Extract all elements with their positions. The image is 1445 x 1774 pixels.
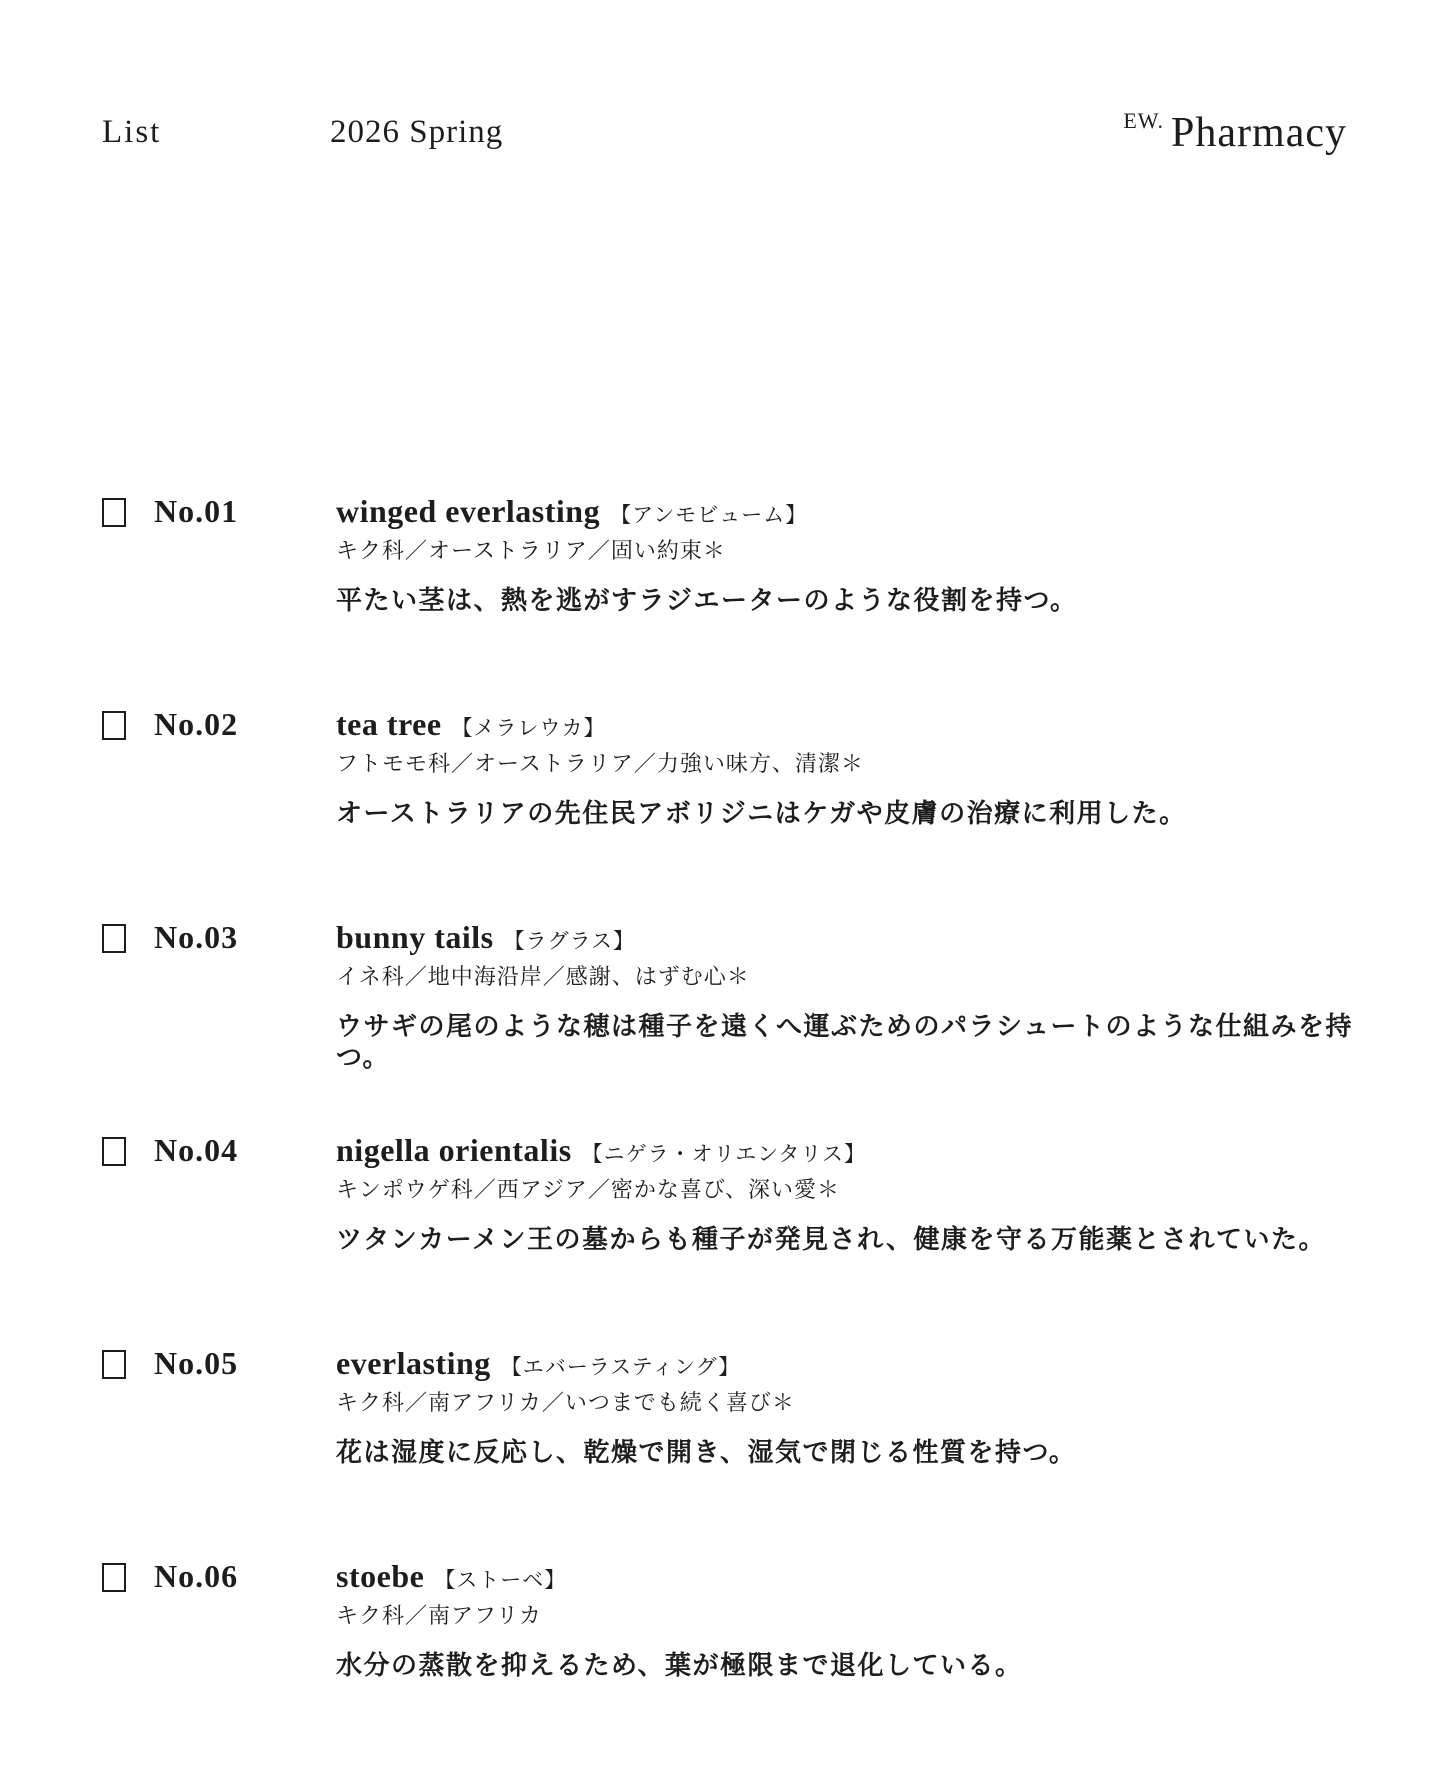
item-number: No.03 bbox=[154, 919, 239, 955]
list-item bbox=[102, 707, 1375, 829]
season-label: 2026 Spring bbox=[330, 114, 504, 150]
item-title bbox=[336, 1559, 1375, 1594]
checkbox[interactable] bbox=[102, 924, 126, 953]
brand-prefix: EW. bbox=[1123, 108, 1165, 133]
item-title bbox=[336, 494, 1375, 529]
item-kana: 【ストーベ】 bbox=[434, 1568, 567, 1592]
item-name: stoebe bbox=[336, 1558, 425, 1594]
item-kana: 【メラレウカ】 bbox=[451, 716, 606, 740]
item-title bbox=[336, 1346, 1375, 1381]
list-item bbox=[102, 494, 1375, 616]
item-number: No.04 bbox=[154, 1132, 239, 1168]
item-meta: キク科／南アフリカ bbox=[336, 1603, 542, 1629]
item-name: winged everlasting bbox=[336, 493, 601, 529]
item-number: No.06 bbox=[154, 1558, 239, 1594]
brand-name: Pharmacy bbox=[1171, 110, 1347, 156]
item-kana: 【アンモビューム】 bbox=[610, 503, 808, 527]
item-description: ウサギの尾のような穂は種子を遠くへ運ぶためのパラシュートのような仕組みを持つ。 bbox=[336, 1011, 1353, 1072]
item-meta: キンポウゲ科／西アジア／密かな喜び、深い愛＊ bbox=[336, 1177, 841, 1203]
checkbox[interactable] bbox=[102, 1563, 126, 1592]
item-name: nigella orientalis bbox=[336, 1132, 572, 1168]
item-number: No.05 bbox=[154, 1345, 239, 1381]
checkbox[interactable] bbox=[102, 1137, 126, 1166]
item-kana: 【エバーラスティング】 bbox=[500, 1355, 741, 1379]
item-description: オーストラリアの先住民アボリジニはケガや皮膚の治療に利用した。 bbox=[336, 798, 1187, 828]
item-title bbox=[336, 707, 1375, 742]
list-item bbox=[102, 1559, 1375, 1681]
item-title bbox=[336, 1133, 1375, 1168]
list-item bbox=[102, 1346, 1375, 1468]
list-item bbox=[102, 920, 1375, 1073]
item-description: ツタンカーメン王の墓からも種子が発見され、健康を守る万能薬とされていた。 bbox=[336, 1224, 1327, 1254]
item-name: bunny tails bbox=[336, 919, 494, 955]
item-description: 水分の蒸散を抑えるため、葉が極限まで退化している。 bbox=[336, 1650, 1023, 1680]
checkbox[interactable] bbox=[102, 498, 126, 527]
list-label: List bbox=[102, 114, 162, 150]
item-name: everlasting bbox=[336, 1345, 491, 1381]
item-meta: イネ科／地中海沿岸／感謝、はずむ心＊ bbox=[336, 964, 750, 990]
item-kana: 【ラグラス】 bbox=[503, 929, 635, 953]
item-description: 平たい茎は、熱を逃がすラジエーターのような役割を持つ。 bbox=[336, 585, 1078, 615]
item-kana: 【ニゲラ・オリエンタリス】 bbox=[581, 1142, 866, 1166]
item-title bbox=[336, 920, 1375, 955]
page-header bbox=[102, 108, 1347, 164]
list-item bbox=[102, 1133, 1375, 1255]
item-description: 花は湿度に反応し、乾燥で開き、湿気で閉じる性質を持つ。 bbox=[336, 1437, 1077, 1467]
brand-logo bbox=[1123, 108, 1347, 157]
item-number: No.02 bbox=[154, 706, 239, 742]
item-meta: フトモモ科／オーストラリア／力強い味方、清潔＊ bbox=[336, 751, 864, 777]
checkbox[interactable] bbox=[102, 711, 126, 740]
item-name: tea tree bbox=[336, 706, 442, 742]
item-meta: キク科／南アフリカ／いつまでも続く喜び＊ bbox=[336, 1390, 795, 1416]
item-number: No.01 bbox=[154, 493, 239, 529]
item-meta: キク科／オーストラリア／固い約束＊ bbox=[336, 538, 726, 564]
checkbox[interactable] bbox=[102, 1350, 126, 1379]
